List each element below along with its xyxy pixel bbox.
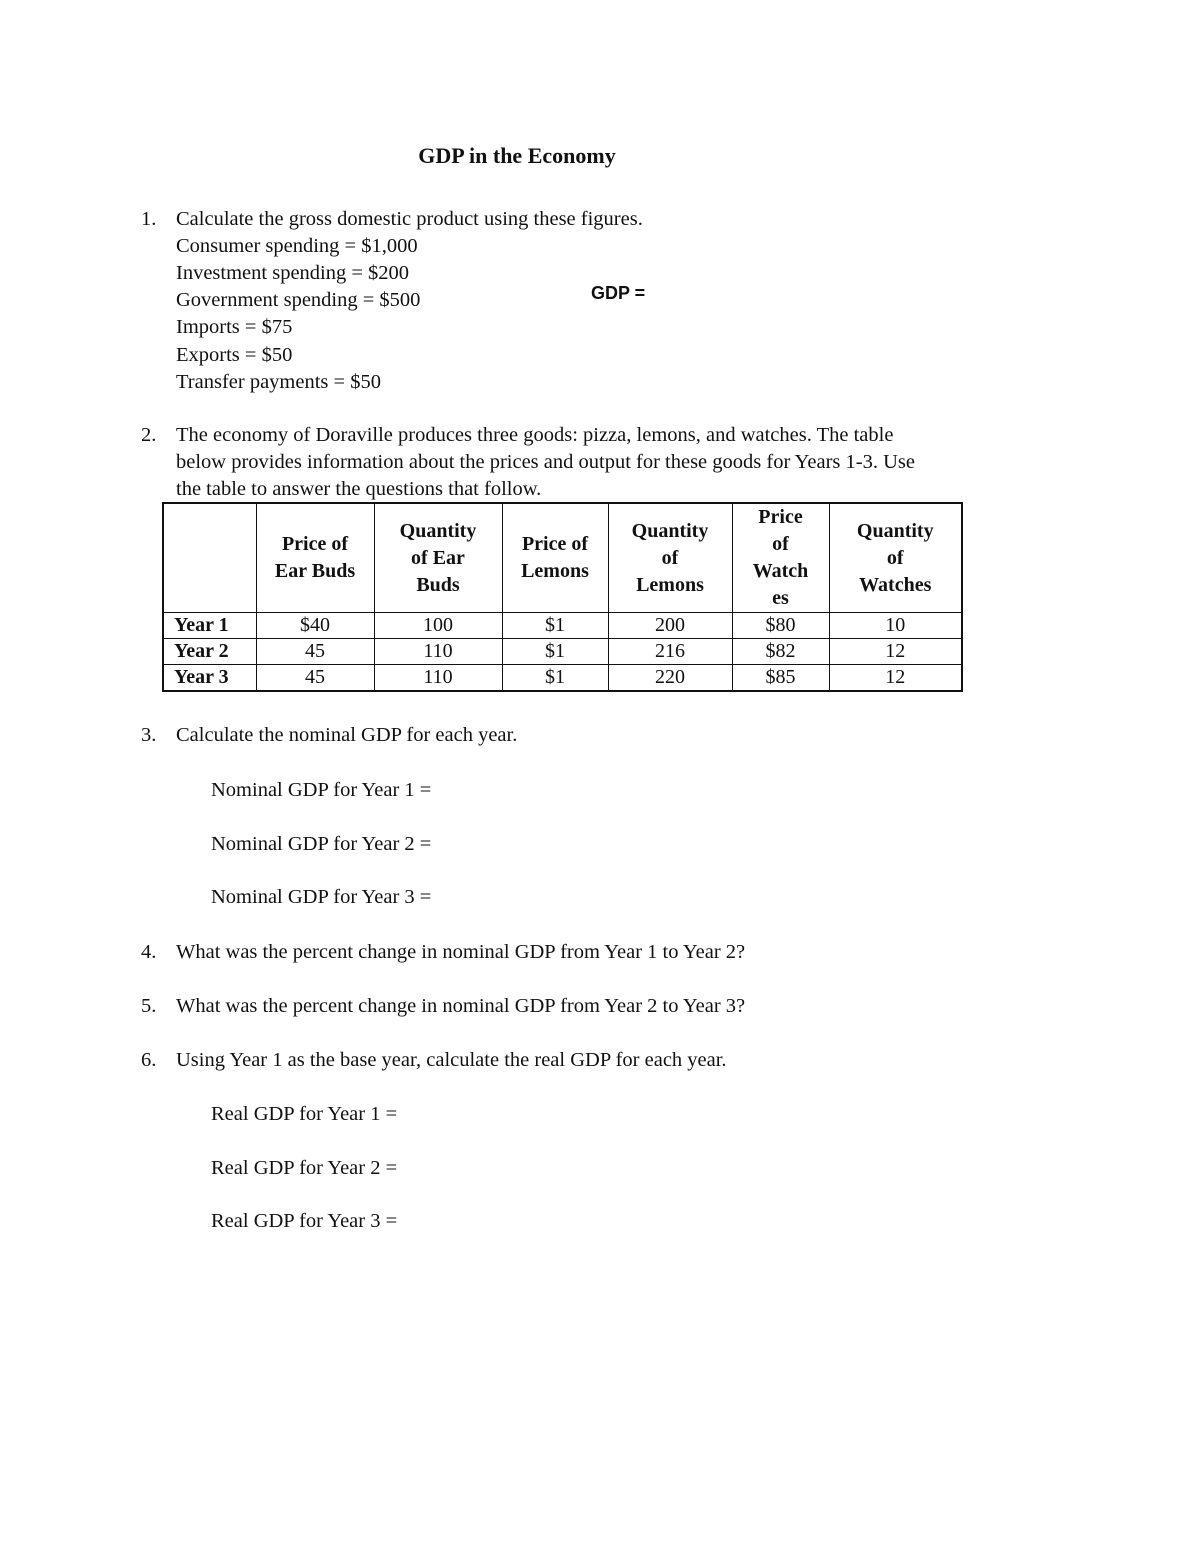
table-row <box>163 613 962 639</box>
table-row <box>163 639 962 665</box>
table-cell: 216 <box>608 639 732 665</box>
q1-item-transfer: Transfer payments = $50 <box>176 371 381 393</box>
table-row-label: Year 2 <box>163 639 256 665</box>
q1-item-consumer: Consumer spending = $1,000 <box>176 235 418 257</box>
real-gdp-year-3: Real GDP for Year 3 = <box>211 1210 398 1232</box>
table-cell: 220 <box>608 665 732 692</box>
table-cell: $85 <box>732 665 829 692</box>
table-row-label: Year 3 <box>163 665 256 692</box>
table-cell: $1 <box>502 639 608 665</box>
table-cell: 110 <box>374 665 502 692</box>
nominal-gdp-year-1: Nominal GDP for Year 1 = <box>211 779 432 801</box>
q1-item-imports: Imports = $75 <box>176 316 293 338</box>
question-4-prompt: What was the percent change in nominal GDP from Year 1 to Year 2? <box>176 941 746 963</box>
table-header-price-ear-buds: Price of Ear Buds <box>256 503 374 613</box>
question-2-line-2: below provides information about the prices and output for these goods for Years 1-3. Use <box>176 451 915 473</box>
q1-item-investment: Investment spending = $200 <box>176 262 410 284</box>
question-3-prompt: Calculate the nominal GDP for each year. <box>176 724 518 746</box>
goods-data-table <box>162 502 963 692</box>
table-cell: 12 <box>829 639 962 665</box>
question-6-prompt: Using Year 1 as the base year, calculate the real GDP for each year. <box>176 1049 727 1071</box>
question-3-number: 3. <box>141 724 157 746</box>
nominal-gdp-year-2: Nominal GDP for Year 2 = <box>211 833 432 855</box>
table-cell: $82 <box>732 639 829 665</box>
table-header-price-watches: Price of Watch es <box>732 503 829 613</box>
table-header-quantity-ear-buds: Quantity of Ear Buds <box>374 503 502 613</box>
table-header-row <box>163 503 962 613</box>
question-4-number: 4. <box>141 941 157 963</box>
question-2-number: 2. <box>141 424 157 446</box>
table-cell: 200 <box>608 613 732 639</box>
question-1-prompt: Calculate the gross domestic product using these figures. <box>176 208 643 230</box>
table-header-price-lemons: Price of Lemons <box>502 503 608 613</box>
question-5-prompt: What was the percent change in nominal GDP from Year 2 to Year 3? <box>176 995 746 1017</box>
question-2-line-3: the table to answer the questions that follow. <box>176 478 542 500</box>
question-2-line-1: The economy of Doraville produces three goods: pizza, lemons, and watches. The table <box>176 424 894 446</box>
table-cell: $40 <box>256 613 374 639</box>
table-header-quantity-lemons: Quantity of Lemons <box>608 503 732 613</box>
q1-item-government: Government spending = $500 <box>176 289 421 311</box>
table-cell: 12 <box>829 665 962 692</box>
table-header-quantity-watches: Quantity of Watches <box>829 503 962 613</box>
table-cell: 10 <box>829 613 962 639</box>
table-row <box>163 665 962 692</box>
real-gdp-year-2: Real GDP for Year 2 = <box>211 1157 398 1179</box>
table-cell: 45 <box>256 665 374 692</box>
nominal-gdp-year-3: Nominal GDP for Year 3 = <box>211 886 432 908</box>
table-cell: 45 <box>256 639 374 665</box>
page-title: GDP in the Economy <box>418 143 616 168</box>
q1-item-exports: Exports = $50 <box>176 344 293 366</box>
question-1-number: 1. <box>141 208 157 230</box>
table-cell: $1 <box>502 613 608 639</box>
question-5-number: 5. <box>141 995 157 1017</box>
table-header-empty <box>163 503 256 613</box>
table-cell: 100 <box>374 613 502 639</box>
real-gdp-year-1: Real GDP for Year 1 = <box>211 1103 398 1125</box>
table-cell: $80 <box>732 613 829 639</box>
table-cell: 110 <box>374 639 502 665</box>
table-row-label: Year 1 <box>163 613 256 639</box>
table-cell: $1 <box>502 665 608 692</box>
question-6-number: 6. <box>141 1049 157 1071</box>
gdp-answer-label: GDP = <box>591 283 646 303</box>
